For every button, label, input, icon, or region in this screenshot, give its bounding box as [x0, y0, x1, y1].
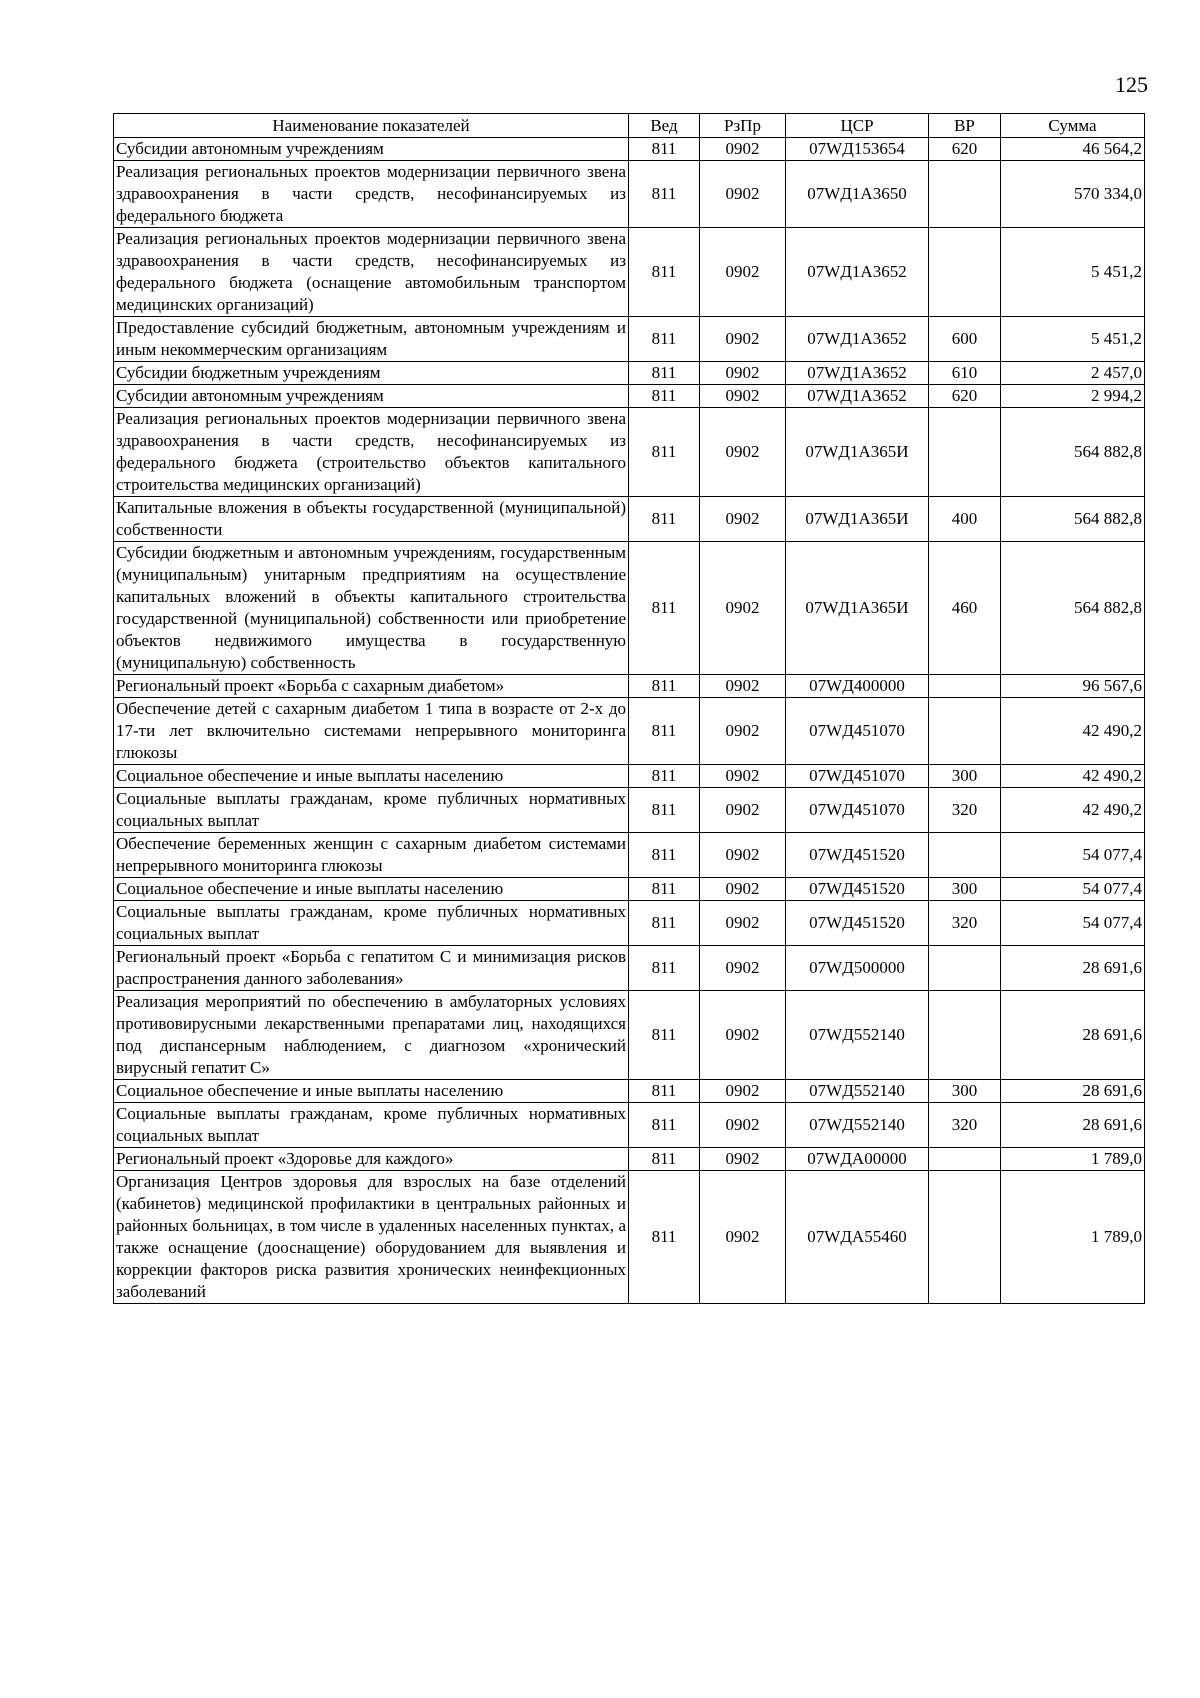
cell-sum: 28 691,6 [1001, 991, 1145, 1080]
cell-vr [929, 1148, 1001, 1171]
cell-rzpr: 0902 [700, 362, 786, 385]
header-vr: ВР [929, 114, 1001, 138]
cell-vr: 620 [929, 385, 1001, 408]
cell-csr: 07WД552140 [786, 1080, 929, 1103]
cell-ved: 811 [629, 901, 700, 946]
cell-rzpr: 0902 [700, 228, 786, 317]
cell-vr: 460 [929, 542, 1001, 675]
table-row [114, 833, 1145, 878]
cell-rzpr: 0902 [700, 1080, 786, 1103]
cell-csr: 07WД1А3652 [786, 228, 929, 317]
cell-rzpr: 0902 [700, 991, 786, 1080]
cell-vr: 320 [929, 1103, 1001, 1148]
cell-rzpr: 0902 [700, 833, 786, 878]
cell-csr: 07WДА55460 [786, 1171, 929, 1304]
cell-vr [929, 1171, 1001, 1304]
cell-rzpr: 0902 [700, 408, 786, 497]
cell-name: Региональный проект «Здоровье для каждого» [114, 1148, 629, 1171]
table-row [114, 542, 1145, 675]
cell-rzpr: 0902 [700, 675, 786, 698]
cell-ved: 811 [629, 788, 700, 833]
cell-name: Обеспечение беременных женщин с сахарным диабетом системами непрерывного мониторинга глюкозы [114, 833, 629, 878]
cell-rzpr: 0902 [700, 878, 786, 901]
cell-sum: 5 451,2 [1001, 317, 1145, 362]
table-row [114, 878, 1145, 901]
cell-name: Социальное обеспечение и иные выплаты населению [114, 1080, 629, 1103]
table-row [114, 1103, 1145, 1148]
cell-vr [929, 228, 1001, 317]
table-row [114, 408, 1145, 497]
cell-ved: 811 [629, 946, 700, 991]
cell-rzpr: 0902 [700, 138, 786, 161]
cell-name: Организация Центров здоровья для взрослых на базе отделений (кабинетов) медицинской профилактики в центральных районных и районных больницах, в том числе в удаленных населенных пунктах, а также оснащение (дооснащение) оборудованием для выявления и коррекции факторов риска развития хронических неинфекционных заболеваний [114, 1171, 629, 1304]
cell-name: Социальные выплаты гражданам, кроме публичных нормативных социальных выплат [114, 901, 629, 946]
table-row [114, 1171, 1145, 1304]
cell-ved: 811 [629, 161, 700, 228]
cell-vr: 320 [929, 901, 1001, 946]
cell-vr: 300 [929, 878, 1001, 901]
cell-sum: 28 691,6 [1001, 1080, 1145, 1103]
cell-sum: 1 789,0 [1001, 1148, 1145, 1171]
cell-sum: 570 334,0 [1001, 161, 1145, 228]
cell-sum: 54 077,4 [1001, 878, 1145, 901]
cell-name: Капитальные вложения в объекты государственной (муниципальной) собственности [114, 497, 629, 542]
cell-name: Реализация мероприятий по обеспечению в амбулаторных условиях противовирусными лекарственными препаратами лиц, находящихся под диспансерным наблюдением, с диагнозом «хронический вирусный гепатит С» [114, 991, 629, 1080]
cell-name: Обеспечение детей с сахарным диабетом 1 типа в возрасте от 2-х до 17-ти лет включительно системами непрерывного мониторинга глюкозы [114, 698, 629, 765]
cell-sum: 42 490,2 [1001, 698, 1145, 765]
cell-sum: 564 882,8 [1001, 497, 1145, 542]
cell-rzpr: 0902 [700, 1103, 786, 1148]
cell-vr: 600 [929, 317, 1001, 362]
cell-csr: 07WД451070 [786, 788, 929, 833]
table-row [114, 317, 1145, 362]
cell-name: Социальное обеспечение и иные выплаты населению [114, 765, 629, 788]
cell-vr [929, 161, 1001, 228]
cell-rzpr: 0902 [700, 497, 786, 542]
table-row [114, 698, 1145, 765]
cell-vr: 620 [929, 138, 1001, 161]
cell-csr: 07WД451520 [786, 878, 929, 901]
cell-sum: 96 567,6 [1001, 675, 1145, 698]
cell-sum: 54 077,4 [1001, 901, 1145, 946]
cell-csr: 07WД1А3652 [786, 362, 929, 385]
cell-ved: 811 [629, 497, 700, 542]
table-row [114, 161, 1145, 228]
cell-csr: 07WД153654 [786, 138, 929, 161]
table-row [114, 1080, 1145, 1103]
table-row [114, 362, 1145, 385]
cell-name: Реализация региональных проектов модернизации первичного звена здравоохранения в части средств, несофинансируемых из федерального бюджета (оснащение автомобильным транспортом медицинских организаций) [114, 228, 629, 317]
table-row [114, 765, 1145, 788]
cell-name: Субсидии автономным учреждениям [114, 138, 629, 161]
cell-name: Предоставление субсидий бюджетным, автономным учреждениям и иным некоммерческим организациям [114, 317, 629, 362]
cell-ved: 811 [629, 1171, 700, 1304]
cell-ved: 811 [629, 317, 700, 362]
table-row [114, 675, 1145, 698]
cell-csr: 07WД1А365И [786, 408, 929, 497]
cell-sum: 54 077,4 [1001, 833, 1145, 878]
cell-sum: 564 882,8 [1001, 408, 1145, 497]
cell-rzpr: 0902 [700, 788, 786, 833]
cell-csr: 07WД451070 [786, 698, 929, 765]
cell-csr: 07WД451070 [786, 765, 929, 788]
cell-csr: 07WД552140 [786, 991, 929, 1080]
table-row [114, 138, 1145, 161]
cell-sum: 42 490,2 [1001, 788, 1145, 833]
cell-ved: 811 [629, 675, 700, 698]
cell-vr [929, 991, 1001, 1080]
cell-rzpr: 0902 [700, 317, 786, 362]
cell-csr: 07WД1А3650 [786, 161, 929, 228]
cell-name: Субсидии бюджетным учреждениям [114, 362, 629, 385]
cell-ved: 811 [629, 542, 700, 675]
cell-ved: 811 [629, 228, 700, 317]
cell-csr: 07WДА00000 [786, 1148, 929, 1171]
cell-vr: 300 [929, 765, 1001, 788]
cell-ved: 811 [629, 833, 700, 878]
table-row [114, 788, 1145, 833]
cell-vr: 320 [929, 788, 1001, 833]
cell-ved: 811 [629, 991, 700, 1080]
cell-vr [929, 946, 1001, 991]
cell-vr: 300 [929, 1080, 1001, 1103]
cell-name: Региональный проект «Борьба с гепатитом С и минимизация рисков распространения данного заболевания» [114, 946, 629, 991]
cell-csr: 07WД1А365И [786, 497, 929, 542]
cell-vr [929, 833, 1001, 878]
cell-ved: 811 [629, 698, 700, 765]
cell-sum: 564 882,8 [1001, 542, 1145, 675]
table-header-row [114, 114, 1145, 138]
cell-ved: 811 [629, 1103, 700, 1148]
cell-ved: 811 [629, 362, 700, 385]
table-row [114, 991, 1145, 1080]
cell-name: Социальные выплаты гражданам, кроме публичных нормативных социальных выплат [114, 788, 629, 833]
cell-name: Социальные выплаты гражданам, кроме публичных нормативных социальных выплат [114, 1103, 629, 1148]
cell-sum: 2 457,0 [1001, 362, 1145, 385]
cell-rzpr: 0902 [700, 385, 786, 408]
cell-name: Субсидии бюджетным и автономным учреждениям, государственным (муниципальным) унитарным предприятиям на осуществление капитальных вложений в объекты капитального строительства государственной (муниципальной) собственности или приобретение объектов недвижимого имущества в государственную (муниципальную) собственность [114, 542, 629, 675]
cell-rzpr: 0902 [700, 1148, 786, 1171]
cell-csr: 07WД1А365И [786, 542, 929, 675]
cell-rzpr: 0902 [700, 1171, 786, 1304]
cell-name: Реализация региональных проектов модернизации первичного звена здравоохранения в части средств, несофинансируемых из федерального бюджета [114, 161, 629, 228]
cell-rzpr: 0902 [700, 698, 786, 765]
cell-vr: 400 [929, 497, 1001, 542]
cell-ved: 811 [629, 408, 700, 497]
header-csr: ЦСР [786, 114, 929, 138]
cell-csr: 07WД1А3652 [786, 317, 929, 362]
cell-name: Социальное обеспечение и иные выплаты населению [114, 878, 629, 901]
table-row [114, 385, 1145, 408]
cell-csr: 07WД451520 [786, 833, 929, 878]
cell-ved: 811 [629, 765, 700, 788]
table-row [114, 497, 1145, 542]
cell-sum: 28 691,6 [1001, 1103, 1145, 1148]
header-rzpr: РзПр [700, 114, 786, 138]
cell-rzpr: 0902 [700, 765, 786, 788]
cell-rzpr: 0902 [700, 946, 786, 991]
cell-name: Региональный проект «Борьба с сахарным диабетом» [114, 675, 629, 698]
cell-ved: 811 [629, 138, 700, 161]
cell-vr [929, 408, 1001, 497]
header-name: Наименование показателей [114, 114, 629, 138]
page-number: 125 [1115, 72, 1148, 97]
cell-ved: 811 [629, 385, 700, 408]
cell-name: Субсидии автономным учреждениям [114, 385, 629, 408]
cell-csr: 07WД451520 [786, 901, 929, 946]
cell-csr: 07WД552140 [786, 1103, 929, 1148]
budget-table [113, 113, 1145, 1304]
cell-sum: 5 451,2 [1001, 228, 1145, 317]
table-body [114, 138, 1145, 1304]
cell-vr [929, 698, 1001, 765]
table-row [114, 901, 1145, 946]
table-row [114, 946, 1145, 991]
cell-ved: 811 [629, 1080, 700, 1103]
cell-ved: 811 [629, 878, 700, 901]
header-ved: Вед [629, 114, 700, 138]
cell-rzpr: 0902 [700, 542, 786, 675]
cell-csr: 07WД1А3652 [786, 385, 929, 408]
cell-ved: 811 [629, 1148, 700, 1171]
cell-vr: 610 [929, 362, 1001, 385]
table-row [114, 228, 1145, 317]
cell-sum: 46 564,2 [1001, 138, 1145, 161]
cell-vr [929, 675, 1001, 698]
cell-rzpr: 0902 [700, 901, 786, 946]
header-sum: Сумма [1001, 114, 1145, 138]
cell-sum: 2 994,2 [1001, 385, 1145, 408]
cell-csr: 07WД400000 [786, 675, 929, 698]
cell-csr: 07WД500000 [786, 946, 929, 991]
cell-name: Реализация региональных проектов модернизации первичного звена здравоохранения в части средств, несофинансируемых из федерального бюджета (строительство объектов капитального строительства медицинских организаций) [114, 408, 629, 497]
cell-sum: 42 490,2 [1001, 765, 1145, 788]
cell-rzpr: 0902 [700, 161, 786, 228]
cell-sum: 28 691,6 [1001, 946, 1145, 991]
cell-sum: 1 789,0 [1001, 1171, 1145, 1304]
table-row [114, 1148, 1145, 1171]
